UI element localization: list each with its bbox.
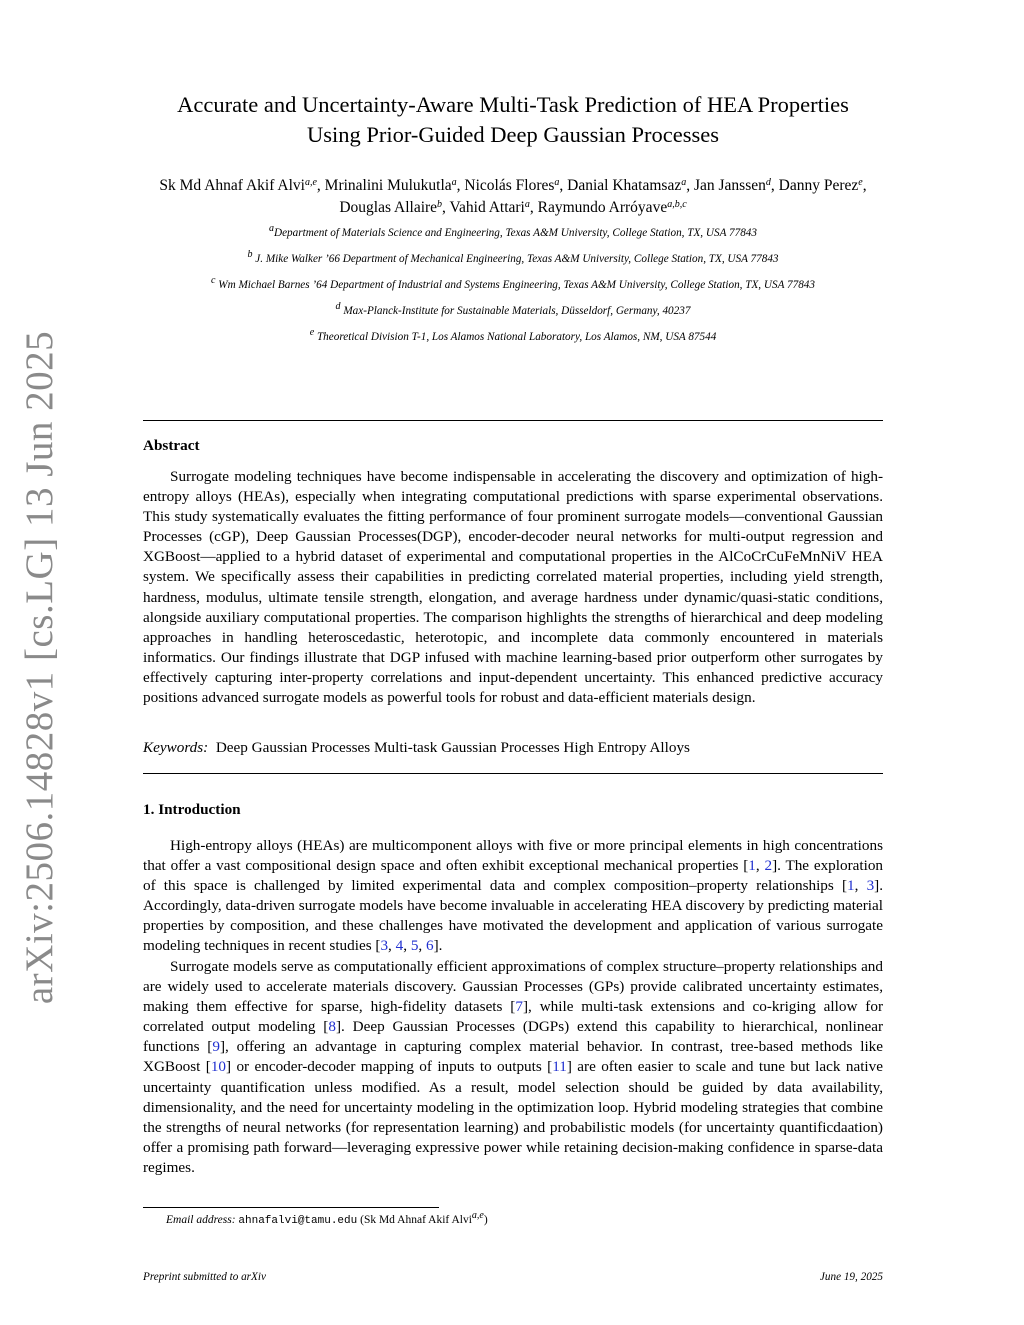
author-affiliation-mark: a,e [304,177,317,188]
footnote-email: Email address: ahnafalvi@tamu.edu (Sk Md Ahnaf Akif Alvi$^{a,e}$) [166,1210,488,1227]
author-name: Jan Janssen [693,177,766,194]
citation-link[interactable]: 3 [380,937,389,955]
author-affiliation-mark: a [554,177,560,188]
citation-link[interactable]: 10 [210,1058,227,1076]
author-name: Raymundo Arróyave [537,199,668,216]
author-name: Nicolás Flores [464,177,555,194]
author-name: Sk Md Ahnaf Akif Alvi [159,177,305,194]
author-name: Douglas Allaire [339,199,438,216]
abstract-text: Surrogate modeling techniques have become indispensable in accelerating the discovery and optimization of high-entropy alloys (HEAs), especially when integrating computational predictions with sparse experimental observations. This study systematically evaluates the fitting performance of four prominent surrogate models—conventional Gaussian Processes (cGP), Deep Gaussian Processes(DGP), encoder-decoder neural networks for multi-output regression and XGBoost—applied to a hybrid dataset of experimental and computational properties in the AlCoCrCuFeMnNiV HEA system. We specifically assess their capabilities in predicting correlated material properties, including yield strength, hardness, modulus, ultimate tensile strength, elongation, and average hardness under dynamic/quasi-static conditions, alongside auxiliary computational properties. The comparison highlights the strengths of hierarchical and deep modeling approaches in handling heteroscedastic, heterotopic, and incomplete data commonly encountered in materials informatics. Our findings illustrate that DGP infused with machine learning-based prior outperform other surrogates by effectively capturing inter-property correlations and input-dependent uncertainty. This enhanced predictive accuracy positions advanced surrogate models as powerful tools for robust and data-efficient materials design. [143,468,883,707]
arxiv-watermark [17,330,63,1005]
citation-link[interactable]: 6 [426,937,434,955]
author-affiliation-mark: a [524,199,530,210]
affiliation-d: $^d$ Max-Planck-Institute for Sustainable Materials, Düsseldorf, Germany, 40237 [335,301,691,317]
footnote-rule [143,1207,439,1208]
author-name: Danial Khatamsaz [567,177,682,194]
author-affiliation-mark: e [858,177,863,188]
author-affiliation-mark: d [765,177,771,188]
author-name: Mrinalini Mulukutla [324,177,452,194]
citation-link[interactable]: 5 [410,937,419,955]
section-heading-introduction: 1. Introduction [143,801,241,818]
title-line-2: Using Prior-Guided Deep Gaussian Processes [307,122,719,147]
keywords-label: Keywords: [143,739,209,756]
citation-link[interactable]: 8 [328,1018,336,1036]
citation-link[interactable]: 11 [552,1058,567,1076]
citation-link[interactable]: 9 [212,1038,220,1056]
intro-paragraph-1: High-entropy alloys (HEAs) are multicomponent alloys with five or more principal elements in high concentrations that offer a vast compositional design space and often exhibit exceptional mechanical properties [1, 2]. The exploration of this space is challenged by limited experimental data and complex composition–property relationships [1, 3]. Accordingly, data-driven surrogate models have become invaluable in accelerating HEA discovery by predicting material properties by composition, and these challenges have motivated the development and application of various surrogate modeling techniques in recent studies [3, 4, 5, 6]. [143,837,884,955]
keywords-text: Deep Gaussian Processes Multi-task Gaussian Processes High Entropy Alloys [215,739,690,756]
abstract-heading: Abstract [143,437,200,454]
intro-paragraph-2: Surrogate models serve as computationally efficient approximations of complex structure–property relationships and are widely used to accelerate materials discovery. Gaussian Processes (GPs) provide calibrated uncertainty estimates, making them effective for sparse, high-fidelity datasets [7], while multi-task extensions and co-kriging allow for correlated output modeling [8]. Deep Gaussian Processes (DGPs) extend this capability to hierarchical, nonlinear functions [9], offering an advantage in capturing complex material behavior. In contrast, tree-based methods like XGBoost [10] or encoder-decoder mapping of inputs to outputs [11] are often easier to scale and tune but lack native uncertainty quantification unless modified. As a result, model selection should be guided by data availability, dimensionality, and the need for uncertainty modeling in the optimization loop. Hybrid modeling strategies that combine the strengths of neural networks (for representation learning) and probabilistic models (for uncertainty quantificdaation) offer a promising path forward—leveraging expressive power while retaining decision-making confidence in sparse-data regimes. [143,958,883,1176]
author-affiliation-mark: b [437,199,443,210]
citation-link[interactable]: 4 [395,937,404,955]
author-affiliation-mark: a [451,177,457,188]
author-affiliation-mark: a [681,177,687,188]
citation-link[interactable]: 2 [764,857,773,875]
footer-left: Preprint submitted to arXiv [143,1271,266,1283]
title-line-1: Accurate and Uncertainty-Aware Multi-Task Prediction of HEA Properties [177,92,849,117]
email-link[interactable]: ahnafalvi@tamu.edu [238,1215,358,1227]
author-list: Sk Md Ahnaf Akif Alvi$^{a,e}$, Mrinalini Mulukutla$^a$, Nicolás Flores$^a$, Danial Khatamsaz$^a$, Jan Janssen$^d$, Danny Perez$^e$, Douglas Allaire$^b$, Vahid Attari$^a$, Raymundo Arróyave$^{a,b,c}$ [159,177,867,216]
citation-link[interactable]: 7 [515,998,523,1016]
citation-link[interactable]: 3 [866,877,875,895]
affiliation-c: $^c$ Wm Michael Barnes ’64 Department of Industrial and Systems Engineering, Texas A&M University, College Station, TX, USA 77843 [211,275,815,291]
author-name: Danny Perez [778,177,859,194]
keywords [143,738,883,758]
citation-link[interactable]: 1 [748,857,756,875]
arxiv-id: arXiv:2506.14828v1 [cs.LG] 13 Jun 2025 [18,330,62,1005]
affiliation-b: $^b$ J. Mike Walker ’66 Department of Mechanical Engineering, Texas A&M University, College Station, TX, USA 77843 [247,249,779,265]
affiliation-e: $^e$ Theoretical Division T-1, Los Alamos National Laboratory, Los Alamos, NM, USA 87544 [309,327,717,343]
footer-date: June 19, 2025 [819,1271,883,1283]
author-name: Vahid Attari [449,199,525,216]
author-affiliation-mark: a,b,c [667,199,687,210]
affiliation-a: $^a$Department of Materials Science and Engineering, Texas A&M University, College Station, TX, USA 77843 [269,223,757,239]
paper-title [143,90,883,150]
citation-link[interactable]: 1 [847,877,855,895]
abstract-top-rule [143,420,883,421]
abstract-bottom-rule [143,773,883,774]
